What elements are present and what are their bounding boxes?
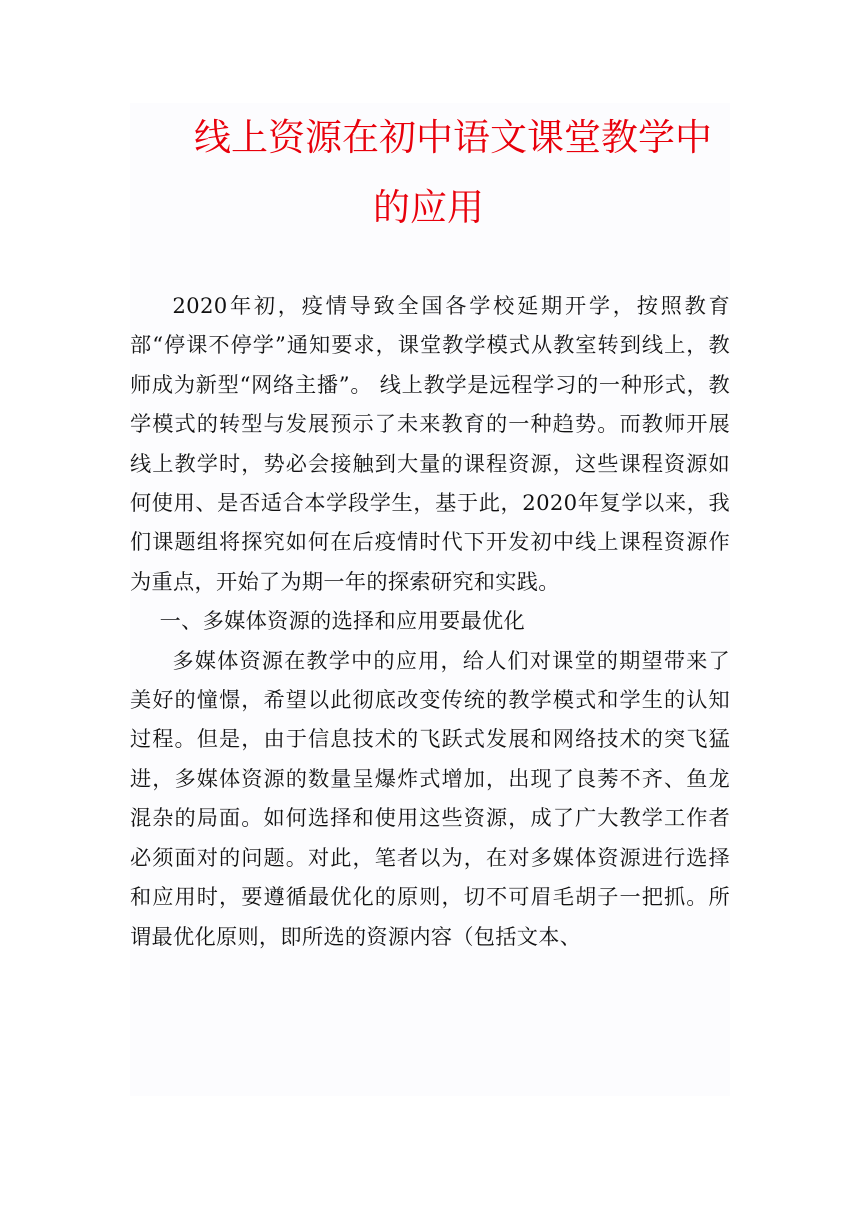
title-line-1: 线上资源在初中语文课堂教学中 (194, 116, 712, 159)
document-body (130, 286, 730, 956)
document-content (130, 103, 730, 1096)
paragraph-section-1: 多媒体资源在教学中的应用，给人们对课堂的期望带来了美好的憧憬，希望以此彻底改变传统的教学模式和学生的认知过程。但是，由于信息技术的飞跃式发展和网络技术的突飞猛进，多媒体资源的数量呈爆炸式增加，出现了良莠不齐、鱼龙混杂的局面。如何选择和使用这些资源，成了广大教学工作者必须面对的问题。对此，笔者以为，在对多媒体资源进行选择和应用时，要遵循最优化的原则，切不可眉毛胡子一把抓。所谓最优化原则，即所选的资源内容（包括文本、 (130, 647, 730, 949)
paragraph-intro: 2020年初，疫情导致全国各学校延期开学，按照教育部“停课不停学”通知要求，课堂教学模式从教室转到线上，教师成为新型“网络主播”。 线上教学是远程学习的一种形式，教学模式的转型与发展预示了未来教育的一种趋势。而教师开展线上教学时，势必会接触到大量的课程资源，这些课程资源如何使用、是否适合本学段学生，基于此，2020年复学以来，我们课题组将探究如何在后疫情时代下开发初中线上课程资源作为重点，开始了为期一年的探索研究和实践。 (130, 293, 730, 594)
title-line-2: 的应用 (373, 186, 484, 229)
section-heading-1: 一、多媒体资源的选择和应用要最优化 (159, 608, 525, 634)
